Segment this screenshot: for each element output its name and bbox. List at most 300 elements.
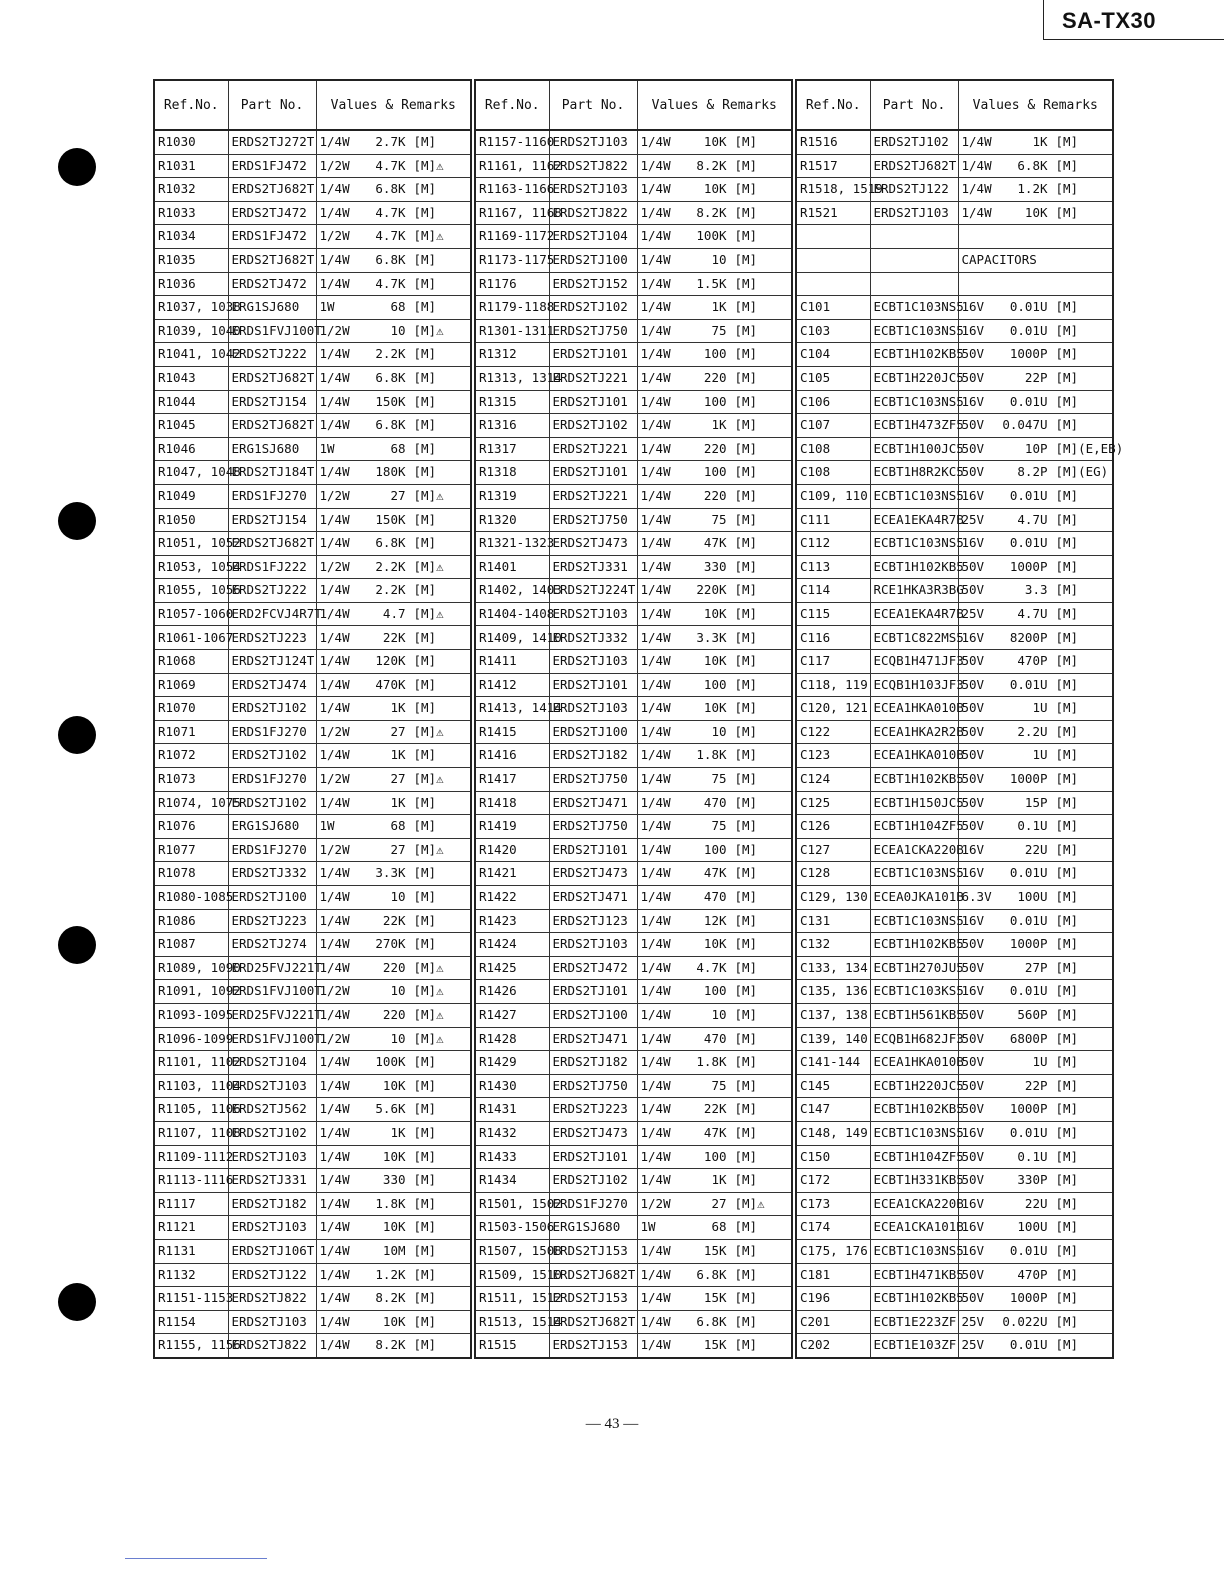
values-remarks (637, 838, 792, 862)
table-row (796, 862, 1113, 886)
values-remarks (316, 461, 471, 485)
ref-no: R1071 (154, 720, 228, 744)
ref-no: C124 (796, 768, 870, 792)
rating: 16V (961, 629, 985, 645)
value: 10 (711, 1007, 727, 1023)
table-row (154, 390, 471, 414)
table-row (154, 956, 471, 980)
part-no: ECBT1H220JC5 (870, 366, 958, 390)
values-remarks (637, 154, 792, 178)
values-remarks (637, 532, 792, 556)
table-row (475, 248, 792, 272)
remark: [M] (413, 865, 437, 881)
table-row (796, 390, 1113, 414)
ref-no: R1061-1067 (154, 626, 228, 650)
values-remarks (316, 1169, 471, 1193)
values-remarks (316, 1192, 471, 1216)
ref-no: C175, 176 (796, 1239, 870, 1263)
part-no: ECBT1C103NS5 (870, 484, 958, 508)
ref-no: C108 (796, 437, 870, 461)
values-remarks (637, 1003, 792, 1027)
rating: 50V (961, 794, 985, 810)
part-no: ERDS2TJ274 (228, 933, 316, 957)
ref-no: C133, 134 (796, 956, 870, 980)
table-row (475, 508, 792, 532)
remark: [M] (734, 865, 758, 881)
values-remarks (637, 791, 792, 815)
rating: 16V (961, 1219, 985, 1235)
value: 22P (1024, 1077, 1048, 1093)
values-remarks (316, 366, 471, 390)
ref-no: R1428 (475, 1027, 549, 1051)
rating: 1/4W (640, 1077, 671, 1093)
value: 1K (390, 794, 406, 810)
remark: [M]⚠ (413, 723, 444, 739)
table-row (154, 626, 471, 650)
values-remarks (316, 933, 471, 957)
rating: 1/4W (640, 535, 671, 551)
value: 6.8K (375, 252, 406, 268)
value: 100 (703, 464, 727, 480)
values-remarks (316, 744, 471, 768)
values-remarks (316, 1310, 471, 1334)
values-remarks (958, 366, 1113, 390)
remark: [M] (413, 181, 437, 197)
part-no: ERDS2TJ332 (228, 862, 316, 886)
values-remarks (637, 650, 792, 674)
table-row (154, 768, 471, 792)
rating: 1/4W (319, 393, 350, 409)
remark: [M] (413, 747, 437, 763)
part-no: ERDS2TJ182 (549, 1051, 637, 1075)
remark: [M] (1055, 535, 1079, 551)
part-no: ERDS2TJ102 (228, 697, 316, 721)
value: 10M (382, 1242, 406, 1258)
table-row (475, 272, 792, 296)
table-row (154, 602, 471, 626)
remark: [M] (1055, 1266, 1079, 1282)
part-no: ERDS2TJ103 (228, 1216, 316, 1240)
rating: 1/4W (640, 1313, 671, 1329)
values-remarks (958, 1098, 1113, 1122)
value: 100K (375, 1054, 406, 1070)
values-remarks (316, 532, 471, 556)
rating: 1/4W (640, 912, 671, 928)
table-row (475, 1310, 792, 1334)
remark: [M] (734, 700, 758, 716)
rating: 16V (961, 322, 985, 338)
ref-no: R1422 (475, 886, 549, 910)
remark: [M] (734, 464, 758, 480)
remark: [M] (413, 1124, 437, 1140)
ref-no: C131 (796, 909, 870, 933)
remark: [M] (734, 228, 758, 244)
remark: [M] (734, 1077, 758, 1093)
ref-no: R1032 (154, 178, 228, 202)
table-row (796, 886, 1113, 910)
table-row (154, 980, 471, 1004)
header-ref: Ref.No. (154, 80, 228, 130)
rating: 1/4W (640, 653, 671, 669)
rating: 1W (319, 440, 335, 456)
ref-no: R1050 (154, 508, 228, 532)
table-row (796, 178, 1113, 202)
values-remarks (316, 791, 471, 815)
ref-no: C128 (796, 862, 870, 886)
remark: [M] (413, 1313, 437, 1329)
part-no: ERDS2TJ103 (870, 201, 958, 225)
value: 100 (703, 346, 727, 362)
remark: [M] (413, 204, 437, 220)
part-no: ERDS1FVJ100T (228, 980, 316, 1004)
value: 100 (703, 676, 727, 692)
table-row (154, 1263, 471, 1287)
value: 75 (711, 771, 727, 787)
remark: [M] (734, 983, 758, 999)
value: 15P (1024, 794, 1048, 810)
rating: 50V (961, 1007, 985, 1023)
table-row (475, 154, 792, 178)
table-row (475, 1027, 792, 1051)
part-no: ERDS1FJ222 (228, 555, 316, 579)
value: 0.01U (1009, 1242, 1048, 1258)
remark: [M] (1055, 1077, 1079, 1093)
table-row (796, 720, 1113, 744)
part-no: ERDS2TJ153 (549, 1334, 637, 1358)
remark: [M] (413, 346, 437, 362)
table-row (475, 886, 792, 910)
rating: 1/4W (319, 417, 350, 433)
rating: 1/4W (319, 794, 350, 810)
ref-no: R1401 (475, 555, 549, 579)
values-remarks (637, 1287, 792, 1311)
remark: [M] (413, 700, 437, 716)
part-no: ERDS1FJ270 (228, 720, 316, 744)
rating: 1/4W (640, 1124, 671, 1140)
table-row (154, 744, 471, 768)
part-no: ERDS2TJ101 (549, 1145, 637, 1169)
remark: [M]⚠ (413, 1030, 444, 1046)
values-remarks (316, 1145, 471, 1169)
part-no: ERDS2TJ100 (549, 1003, 637, 1027)
remark: [M] (734, 346, 758, 362)
ref-no: R1055, 1056 (154, 579, 228, 603)
value: 2.2K (375, 558, 406, 574)
part-no: ERDS2TJ103 (228, 1310, 316, 1334)
table-row (796, 1074, 1113, 1098)
ref-no: C111 (796, 508, 870, 532)
table-row (475, 602, 792, 626)
ref-no: R1041, 1042 (154, 343, 228, 367)
ref-no: R1155, 1156 (154, 1334, 228, 1358)
remark: [M] (413, 275, 437, 291)
remark: [M] (1055, 1054, 1079, 1070)
part-no: ECQB1H103JF3 (870, 673, 958, 697)
values-remarks (958, 1287, 1113, 1311)
parts-table-body (154, 130, 471, 1358)
remark: [M] (734, 535, 758, 551)
table-row (796, 1027, 1113, 1051)
remark: [M] (413, 252, 437, 268)
ref-no: C147 (796, 1098, 870, 1122)
rating: 1/4W (640, 322, 671, 338)
part-no: ECBT1E223ZF (870, 1310, 958, 1334)
rating: 1/4W (319, 1148, 350, 1164)
ref-no: C114 (796, 579, 870, 603)
value: 22K (703, 1101, 727, 1117)
values-remarks (958, 886, 1113, 910)
table-row (154, 296, 471, 320)
part-no: ERDS1FVJ100T (228, 319, 316, 343)
remark: [M] (413, 818, 437, 834)
remark: [M] (1055, 653, 1079, 669)
values-remarks (958, 650, 1113, 674)
binder-hole (58, 926, 96, 964)
values-remarks (316, 130, 471, 154)
ref-no: R1030 (154, 130, 228, 154)
ref-no: R1034 (154, 225, 228, 249)
values-remarks (316, 1098, 471, 1122)
part-no: ERDS2TJ104 (228, 1051, 316, 1075)
table-row (154, 1239, 471, 1263)
part-no: ERDS2TJ471 (549, 886, 637, 910)
remark: [M] (413, 1148, 437, 1164)
part-no: ERDS1FJ472 (228, 225, 316, 249)
rating: 1/4W (319, 464, 350, 480)
ref-no: R1425 (475, 956, 549, 980)
values-remarks (637, 1145, 792, 1169)
part-no: ERDS2TJ682T (228, 532, 316, 556)
ref-no: R1515 (475, 1334, 549, 1358)
table-row (796, 437, 1113, 461)
ref-no: R1105, 1106 (154, 1098, 228, 1122)
remark: [M] (1055, 794, 1079, 810)
ref-no: C105 (796, 366, 870, 390)
value: 0.01U (1009, 487, 1048, 503)
ref-no: R1044 (154, 390, 228, 414)
values-remarks (316, 602, 471, 626)
value: 10K (703, 936, 727, 952)
ref-no: C118, 119 (796, 673, 870, 697)
model-number: SA-TX30 (1062, 8, 1156, 33)
rating: 6.3V (961, 889, 992, 905)
header-values: Values & Remarks (958, 80, 1113, 130)
binder-hole (58, 1283, 96, 1321)
value: 10K (703, 700, 727, 716)
rating: 1/4W (319, 1290, 350, 1306)
remark: [M] (1055, 393, 1079, 409)
rating: 1/4W (319, 1313, 350, 1329)
values-remarks (316, 296, 471, 320)
values-remarks (958, 296, 1113, 320)
rating: 1/4W (319, 511, 350, 527)
value: 220 (703, 440, 727, 456)
table-row (154, 1003, 471, 1027)
part-no: ERDS2TJ472 (549, 956, 637, 980)
ref-no: C145 (796, 1074, 870, 1098)
value: 68 (711, 1219, 727, 1235)
table-row (796, 484, 1113, 508)
part-no: ERDS2TJ101 (549, 343, 637, 367)
remark: [M] (1055, 889, 1079, 905)
table-row (796, 130, 1113, 154)
table-row (154, 886, 471, 910)
table-row (475, 862, 792, 886)
table-row (475, 1192, 792, 1216)
table-row (796, 956, 1113, 980)
value: 27 (711, 1195, 727, 1211)
remark: [M] (1055, 1101, 1079, 1117)
table-row (154, 1121, 471, 1145)
table-row (154, 484, 471, 508)
table-row (154, 1098, 471, 1122)
value: 8.2K (696, 204, 727, 220)
ref-no: C106 (796, 390, 870, 414)
part-no: ERD25FVJ221T (228, 1003, 316, 1027)
table-row (796, 791, 1113, 815)
rating: 1/2W (640, 1195, 671, 1211)
ref-no: R1033 (154, 201, 228, 225)
values-remarks (637, 697, 792, 721)
rating: 1/4W (640, 1148, 671, 1164)
rating: 1/4W (319, 959, 350, 975)
rating: 1/4W (640, 1054, 671, 1070)
remark: [M] (734, 1172, 758, 1188)
value: 5.6K (375, 1101, 406, 1117)
table-row (796, 508, 1113, 532)
values-remarks (316, 390, 471, 414)
table-row (154, 1287, 471, 1311)
rating: 1/4W (319, 275, 350, 291)
part-no: ERDS2TJ822 (228, 1287, 316, 1311)
rating: 1/4W (319, 1054, 350, 1070)
ref-no: C104 (796, 343, 870, 367)
rating: 1W (319, 299, 335, 315)
remark: [M] (1055, 511, 1079, 527)
values-remarks (958, 1027, 1113, 1051)
value: 47K (703, 1124, 727, 1140)
table-row (154, 933, 471, 957)
part-no: ERDS2TJ153 (549, 1239, 637, 1263)
rating: 16V (961, 393, 985, 409)
remark: [M] (413, 1172, 437, 1188)
part-no: ERDS2TJ101 (549, 673, 637, 697)
ref-no: R1132 (154, 1263, 228, 1287)
remark: [M] (734, 1313, 758, 1329)
rating: 1/4W (319, 1172, 350, 1188)
value: 8.2K (375, 1337, 406, 1353)
remark: [M] (413, 369, 437, 385)
value: 10K (382, 1148, 406, 1164)
rating: 1/4W (640, 1101, 671, 1117)
values-remarks (958, 720, 1113, 744)
values-remarks (316, 508, 471, 532)
rating: 1/4W (319, 1242, 350, 1258)
part-no: ERDS2TJ100 (549, 248, 637, 272)
values-remarks (316, 697, 471, 721)
ref-no: R1434 (475, 1169, 549, 1193)
value: 470K (375, 676, 406, 692)
value: 4.7 (382, 605, 406, 621)
part-no: ECBT1E103ZF (870, 1334, 958, 1358)
values-remarks (316, 201, 471, 225)
values-remarks (637, 1192, 792, 1216)
table-row (475, 343, 792, 367)
ref-no: R1411 (475, 650, 549, 674)
value: 75 (711, 511, 727, 527)
value: 6.8K (375, 181, 406, 197)
value: 2.7K (375, 134, 406, 150)
value: 1K (390, 700, 406, 716)
ref-no: R1429 (475, 1051, 549, 1075)
table-row (796, 201, 1113, 225)
part-no: ERDS2TJ222 (228, 579, 316, 603)
part-no: RCE1HKA3R3BG (870, 579, 958, 603)
part-no: ERDS2TJ182 (549, 744, 637, 768)
table-row (154, 1310, 471, 1334)
table-row (796, 650, 1113, 674)
table-row (475, 1169, 792, 1193)
ref-no: R1037, 1038 (154, 296, 228, 320)
table-row (475, 697, 792, 721)
remark: [M] (734, 1007, 758, 1023)
rating: 1/4W (640, 558, 671, 574)
part-no: ERDS2TJ103 (549, 178, 637, 202)
rating: 25V (961, 511, 985, 527)
remark: [M] (1055, 959, 1079, 975)
remark: [M] (734, 511, 758, 527)
ref-no: R1316 (475, 414, 549, 438)
values-remarks (637, 319, 792, 343)
remark: [M] (1055, 1007, 1079, 1023)
values-remarks (637, 201, 792, 225)
rating: 50V (961, 582, 985, 598)
remark: [M]⚠ (413, 841, 444, 857)
remark: [M] (413, 936, 437, 952)
rating: 50V (961, 369, 985, 385)
remark: [M] (413, 912, 437, 928)
part-no: ECBT1C103NS5 (870, 1239, 958, 1263)
ref-no (796, 272, 870, 296)
rating: 1/4W (319, 582, 350, 598)
table-row (475, 225, 792, 249)
value: 100K (696, 228, 727, 244)
part-no: ERDS2TJ103 (549, 650, 637, 674)
values-remarks (958, 838, 1113, 862)
value: 0.01U (1009, 1124, 1048, 1140)
part-no: ERDS2TJ472 (228, 272, 316, 296)
rating: 1/4W (640, 889, 671, 905)
ref-no: R1513, 1514 (475, 1310, 549, 1334)
part-no: ERDS2TJ682T (228, 414, 316, 438)
values-remarks (316, 579, 471, 603)
value: 10K (703, 134, 727, 150)
table-row (154, 555, 471, 579)
table-row (154, 579, 471, 603)
value: 1000P (1009, 771, 1048, 787)
table-row (796, 1051, 1113, 1075)
rating: 1/2W (319, 841, 350, 857)
values-remarks (637, 720, 792, 744)
value: 470 (703, 1030, 727, 1046)
values-remarks (958, 248, 1113, 272)
part-no: ERDS2TJ154 (228, 508, 316, 532)
table-row (154, 1192, 471, 1216)
ref-no: C181 (796, 1263, 870, 1287)
values-remarks (316, 178, 471, 202)
remark: [M] (413, 511, 437, 527)
remark: [M] (1055, 487, 1079, 503)
